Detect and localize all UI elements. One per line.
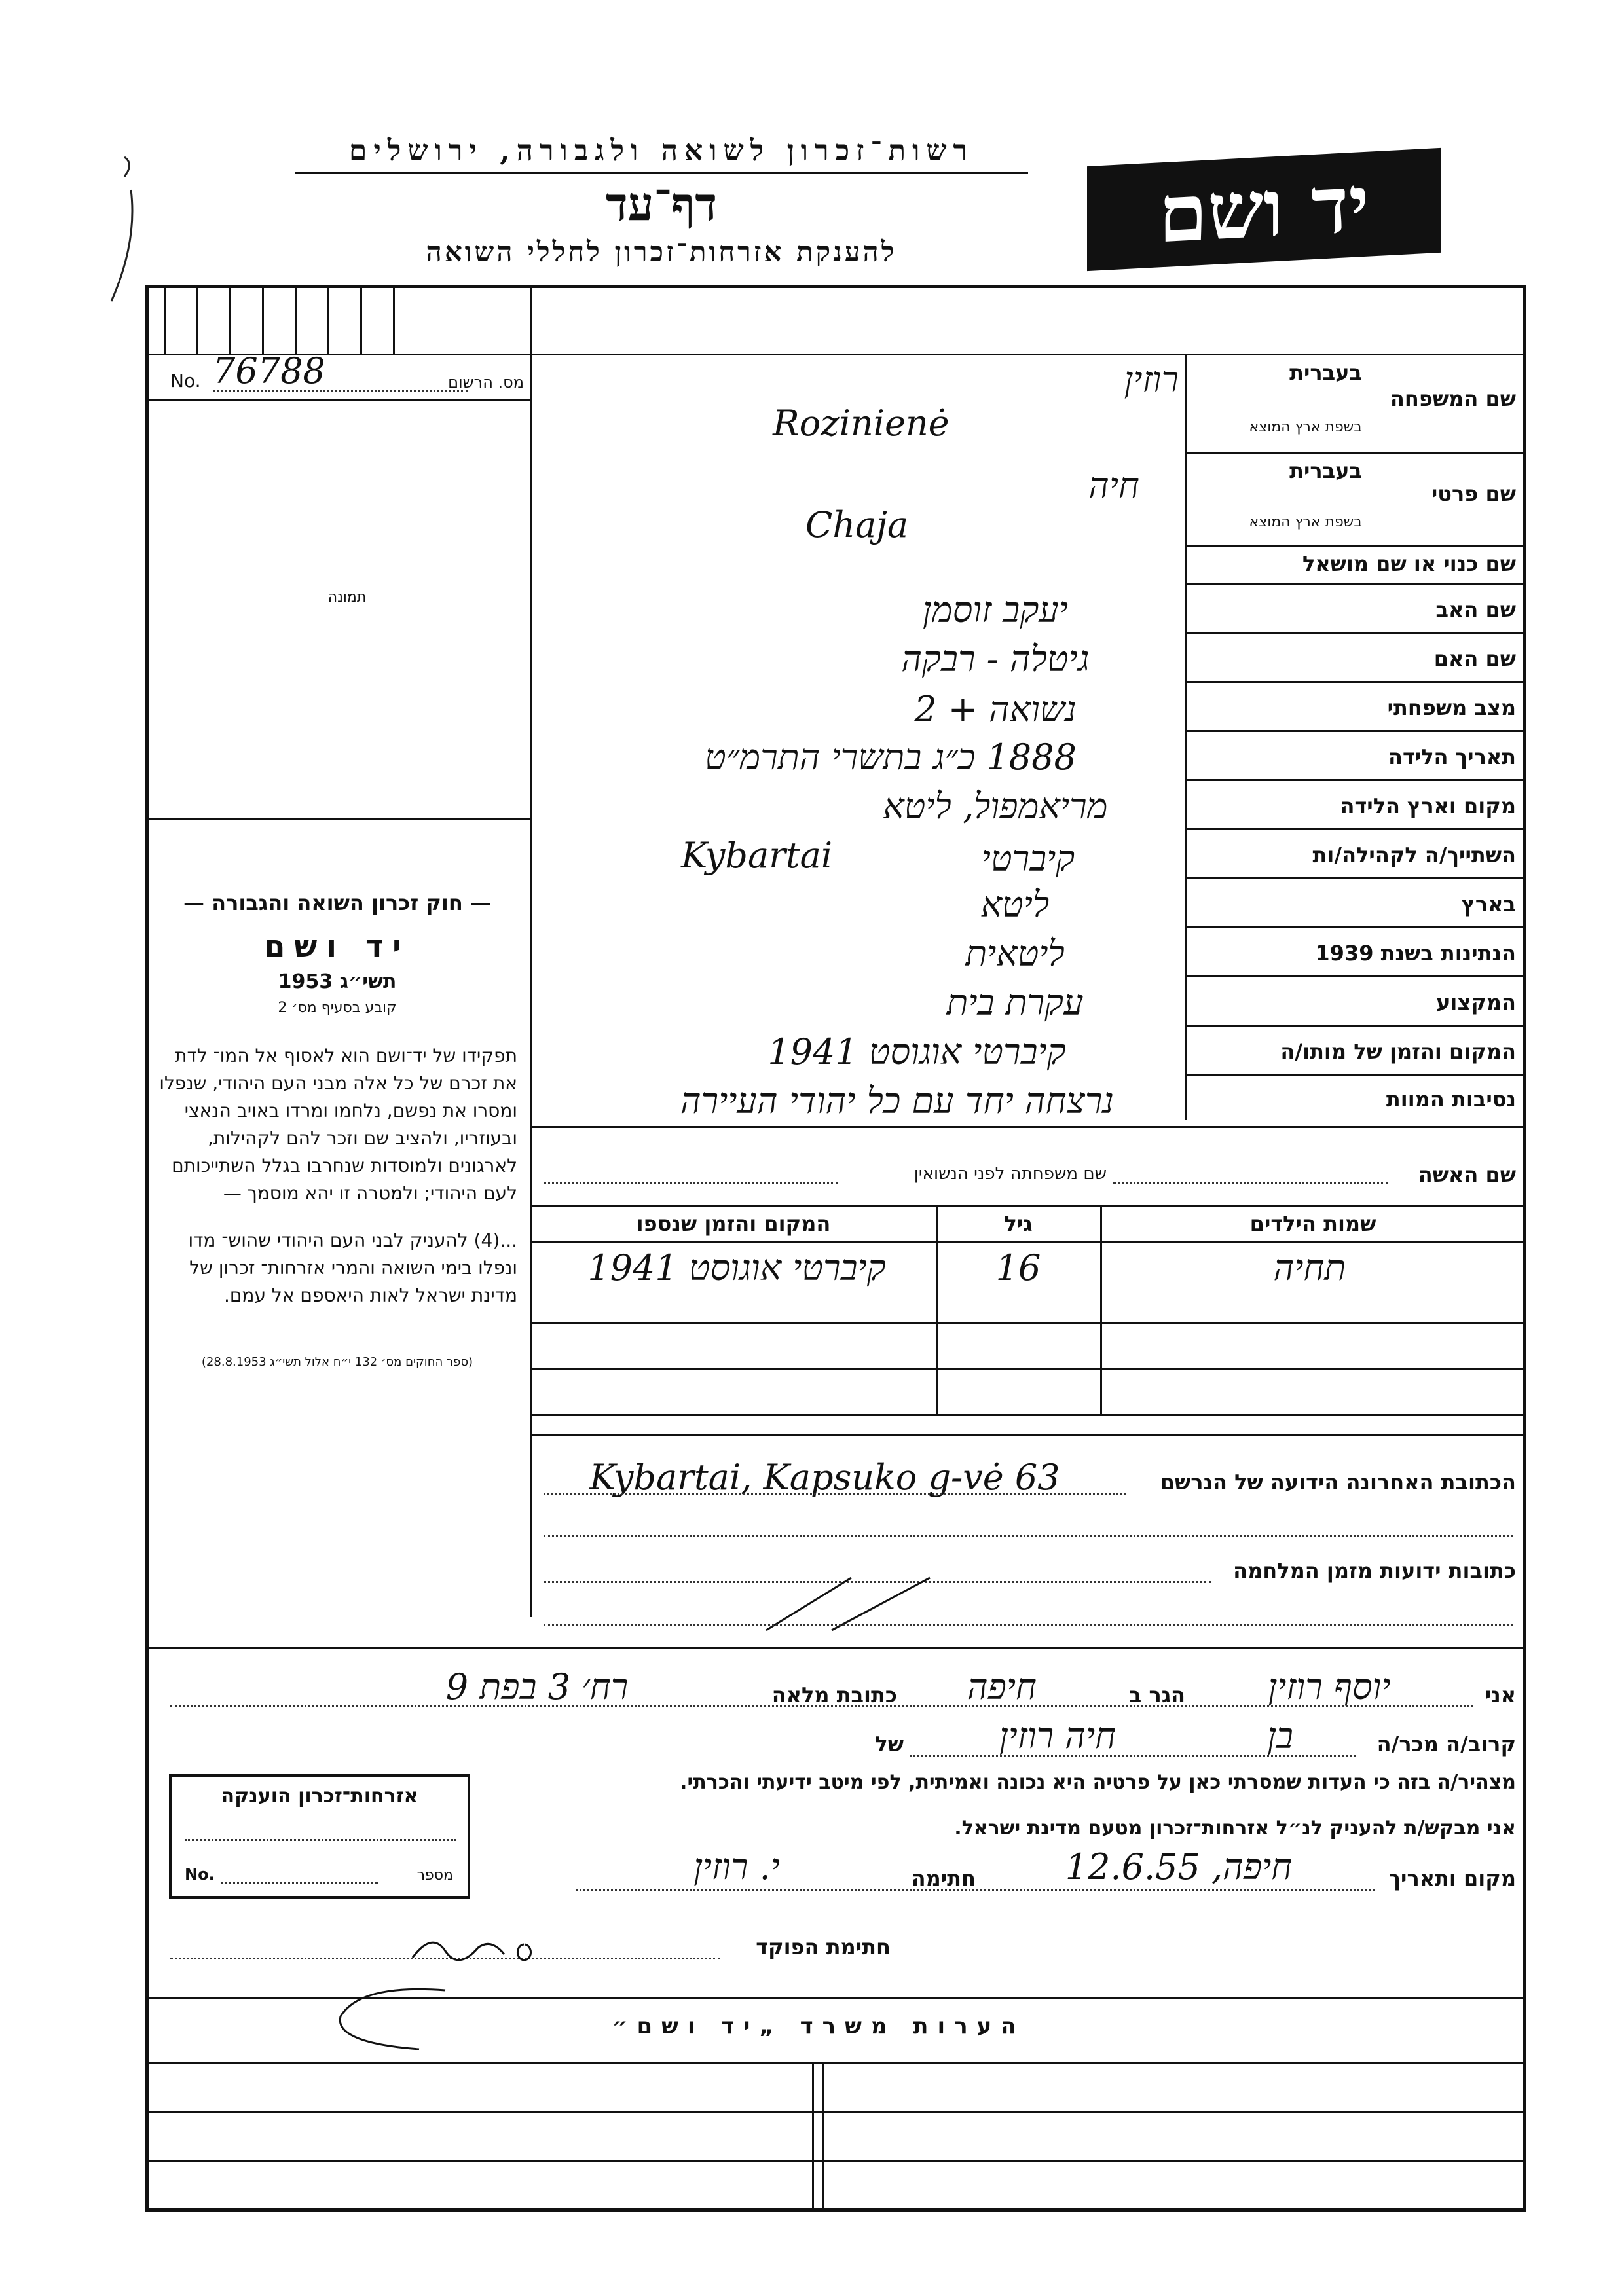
rule (1185, 545, 1526, 547)
photo-label: תמונה (327, 589, 367, 606)
registration-label: מס. הרשום (448, 373, 524, 392)
of-label: של (875, 1732, 904, 1757)
dotted-line (544, 1182, 838, 1184)
dotted-line (910, 1755, 1356, 1757)
dotted-line (544, 1493, 1126, 1495)
yad-vashem-logo: יד ושם (1087, 148, 1441, 271)
child-place-time: קיברטי אוגוסט 1941 (587, 1247, 886, 1288)
relative-of-name: חיה רוזין (999, 1715, 1116, 1757)
rule (1185, 926, 1526, 928)
rule (530, 1434, 1526, 1436)
rule (1185, 1074, 1526, 1076)
child-age: 16 (995, 1247, 1041, 1288)
first-name-origin: Chaja (805, 504, 909, 545)
strike-marks (760, 1571, 956, 1637)
rule (1185, 632, 1526, 634)
father-value: יעקב זוסמן (922, 589, 1069, 630)
birth-date-value: 1888 כ״ג בתשרי התרמ״ט (705, 737, 1077, 778)
child-name: תחיה (1273, 1247, 1346, 1288)
children-names-header: שמות הילדים (1249, 1211, 1376, 1236)
signature-label: חתימה (911, 1866, 976, 1891)
family-name-label: שם המשפחה (1390, 386, 1516, 411)
community-origin: Kybartai (681, 835, 833, 876)
citizenship-label: הנתינות בשנת 1939 (1315, 941, 1516, 966)
rule (145, 399, 532, 401)
mother-label: שם האם (1433, 646, 1516, 671)
table-col-line (1100, 1205, 1102, 1414)
rule (530, 1126, 1526, 1128)
officer-signature-label: חתימת הפוקד (756, 1935, 891, 1959)
citizenship-granted-box (169, 1774, 470, 1899)
declarant-city: חיפה (967, 1666, 1037, 1707)
children-age-header: גיל (1004, 1211, 1033, 1236)
rule (1185, 877, 1526, 879)
box-line (262, 288, 264, 354)
law-citation: (ספר החוקים מס׳ 132 י״ח אלול תשי״ג 28.8.1953) (201, 1355, 473, 1369)
rule (145, 1647, 1526, 1649)
law-block (157, 890, 517, 1369)
profession-label: המקצוע (1436, 990, 1516, 1015)
rule (530, 1322, 1526, 1324)
form-title: דף־עד (605, 177, 717, 231)
in-hebrew-label: בעברית (1289, 458, 1362, 483)
rule (530, 1414, 1526, 1416)
office-notes-title: הערות משרד „יד ושם״ (612, 2013, 1025, 2039)
father-label: שם האב (1435, 597, 1516, 622)
law-text-1: תפקידו של יד־ושם הוא לאסוף אל המו־ לדת את זכרם של כל אלה מבני העם היהודי, שנפלו ומסרו את נפשם, נלחמו ומרדו באויב הנאצי ובעוזריו, ולהציב שם וזכר להם לקהילות, לארגונים ולמוסדות שנחרבו בגלל השתייכותם לעם היהודי; ולמטרה זו יהא מוסמך — (159, 1045, 517, 1204)
marital-status-label: מצב משפחתי (1387, 695, 1516, 720)
rule (145, 2111, 1526, 2113)
last-address-value: Kybartai, Kapsuko g-vė 63 (589, 1457, 1060, 1498)
first-name-hebrew: חיה (1088, 465, 1139, 506)
notes-divider (822, 2062, 824, 2212)
rule (145, 354, 1526, 355)
authority-heading: רשות־זכרון לשואה ולגבורה, ירושלים (295, 134, 1028, 174)
rule (145, 818, 532, 820)
granted-box-title: אזרחות־זכרון הוענקה (221, 1785, 418, 1808)
declarant-place-date: חיפה, 12.6.55 (1065, 1846, 1293, 1887)
wartime-addresses-label: כתובות ידועות מזמן המלחמה (1233, 1558, 1516, 1583)
box-line (327, 288, 329, 354)
death-place-time-value: קיברטי אוגוסט 1941 (767, 1031, 1066, 1072)
registration-no-value: 76788 (213, 350, 325, 392)
declarant-i-label: אני (1485, 1683, 1516, 1707)
dotted-line (170, 1705, 1473, 1707)
rule (1185, 681, 1526, 683)
first-name-label: שם פרטי (1431, 481, 1516, 506)
dotted-line (221, 1882, 378, 1884)
box-line (229, 288, 231, 354)
rule (1185, 730, 1526, 732)
country-value: ליטא (980, 884, 1050, 925)
registration-no-label: No. (170, 370, 201, 392)
community-value: קיברטי (981, 838, 1075, 879)
citizenship-value: ליטאית (965, 933, 1065, 974)
dotted-line (1113, 1182, 1388, 1184)
declarant-signature: י. רוזין (693, 1846, 780, 1887)
birth-date-label: תאריך הלידה (1388, 744, 1516, 769)
box-line (393, 288, 395, 354)
wife-maiden-name-label: שם משפחתה לפני הנשואין (913, 1164, 1107, 1184)
rule (530, 1205, 1526, 1207)
rule (1185, 975, 1526, 977)
dotted-line (544, 1535, 1513, 1537)
death-place-time-label: המקום והזמן של מותו/ה (1280, 1039, 1516, 1064)
declarant-address: רח׳ 3 בפת 9 (445, 1666, 629, 1707)
marital-status-value: נשואה + 2 (914, 689, 1077, 730)
birthplace-value: מריאמפול, ליטא (883, 786, 1108, 827)
law-title: — חוק זכרון השואה והגבורה — (183, 890, 491, 915)
law-section: קובע בסעיף מס׳ 2 (278, 1000, 397, 1016)
rule (1185, 1025, 1526, 1027)
place-date-label: מקום ותאריך (1388, 1866, 1516, 1891)
dotted-line (576, 1889, 1375, 1891)
pencil-mark (321, 1977, 452, 2062)
box-line (196, 288, 198, 354)
box-line (164, 288, 166, 354)
declaration-text-2: אני מבקש/ת להעניק לנ״ל אזרחות־זכרון מטעם מדינת ישראל. (954, 1817, 1516, 1840)
dotted-line (185, 1839, 456, 1841)
resident-of-label: הגר ב (1128, 1683, 1185, 1707)
circumstances-value: נרצחה יחד עם כל יהודי העיירה (680, 1080, 1115, 1121)
declarant-name: יוסף רוזין (1268, 1666, 1391, 1707)
officer-signature (406, 1918, 576, 1977)
family-name-hebrew: רוזין (1124, 359, 1179, 400)
box-line (360, 288, 362, 354)
law-year: תשי״ג 1953 (278, 970, 397, 993)
rule (1185, 828, 1526, 830)
rule (145, 2160, 1526, 2162)
dotted-line (213, 390, 468, 392)
origin-lang-label: בשפת ארץ המוצא (1249, 514, 1362, 530)
granted-box-number-label: מספר (416, 1867, 453, 1884)
dotted-line (544, 1624, 1513, 1626)
rule (530, 1368, 1526, 1370)
table-col-line (936, 1205, 938, 1414)
notes-divider (812, 2062, 814, 2212)
box-line (295, 288, 297, 354)
origin-lang-label: בשפת ארץ המוצא (1249, 419, 1362, 435)
granted-box-no-label: No. (185, 1865, 215, 1884)
rule (145, 2062, 1526, 2064)
rule (1185, 779, 1526, 781)
nickname-label: שם כנוי או שם מושאל (1302, 551, 1516, 576)
declarant-relation: בן (1267, 1715, 1293, 1757)
label-column-divider (1185, 354, 1187, 1120)
form-subtitle: להענקת אזרחות־זכרון לחללי השואה (426, 236, 897, 268)
law-text-2: ...(4) להעניק לבני העם היהודי שהוש־ מדו ונפלו בימי השואה והמרי אזרחות־ זכרון של מדינת ישראל לאות היאספם אל עמם. (188, 1230, 517, 1306)
full-address-label: כתובת מלאה (771, 1683, 897, 1707)
in-hebrew-label: בעברית (1289, 360, 1362, 385)
law-name: יד ושם (264, 928, 411, 964)
profession-value: עקרת בית (946, 982, 1084, 1023)
last-address-label: הכתובת האחרונה הידועה של הנרשם (1160, 1470, 1516, 1495)
wife-name-label: שם האשה (1418, 1162, 1516, 1187)
country-label: בארץ (1461, 892, 1516, 917)
declaration-text-1: מצהיר/ה בזה כי העדות שמסרתי כאן על פרטיה היא נכונה ואמיתית, לפי מיטב ידיעתי והכרתי. (680, 1771, 1516, 1794)
circumstances-label: נסיבות המוות (1386, 1087, 1516, 1112)
column-divider (530, 288, 532, 1617)
rule (530, 1241, 1526, 1243)
rule (1185, 583, 1526, 585)
relation-label: קרוב/ה מכר/ה (1376, 1732, 1516, 1757)
community-label: השתייך/ה לקהילה/ות (1312, 843, 1516, 867)
family-name-origin: Rozinienė (773, 403, 950, 444)
margin-mark (98, 144, 151, 314)
children-place-header: המקום והזמן שנספו (636, 1211, 831, 1236)
birthplace-label: מקום וארץ הלידה (1340, 793, 1516, 818)
mother-value: גיטלה - רבקה (901, 638, 1090, 680)
registration-number (170, 350, 524, 396)
rule (1185, 452, 1526, 454)
